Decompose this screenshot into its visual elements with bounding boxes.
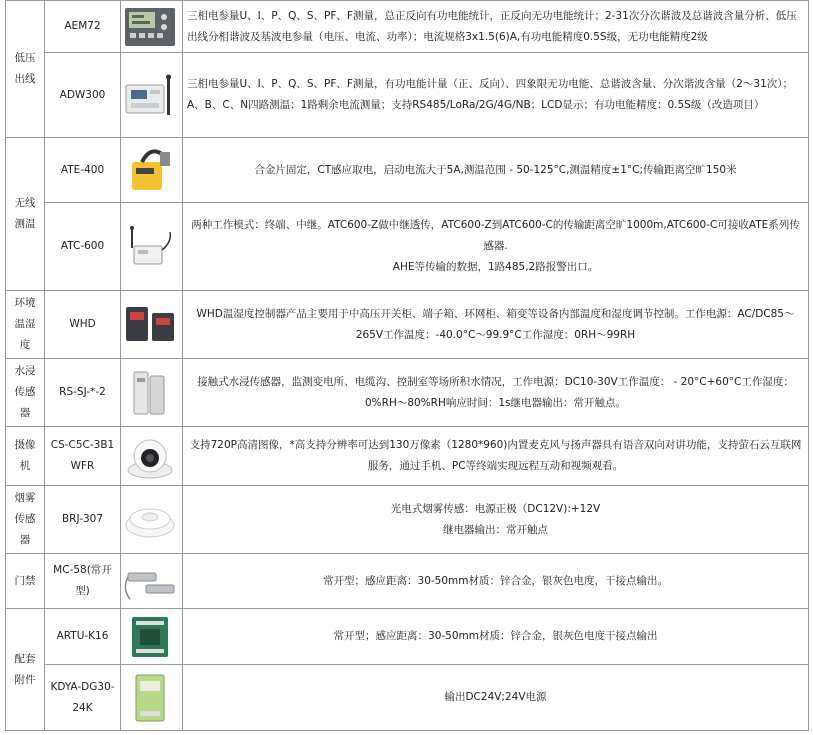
io-module-image — [121, 609, 183, 665]
description-cell: 接触式水浸传感器，监测变电所、电缆沟、控制室等场所积水情况，工作电源：DC10-30V工作温度： - 20°C+60°C工作湿度：0%RH～80%RH响应时间：1s继电器输出：常开触点。 — [183, 359, 809, 427]
category-cell: 配套附件 — [6, 609, 45, 731]
model-cell: RS-SJ-*-2 — [45, 359, 121, 427]
wireless-meter-image — [121, 53, 183, 138]
description-cell — [183, 203, 809, 291]
description-cell: 三相电参量U、I、P、Q、S、PF、F测量，总正反向有功电能统计，正反向无功电能统计；2-31次分次谐波及总谐波含量分析、低压出线分相谐波及基波电参量（电压、电流、功率）；电流规格3x1.5(6)A,有功电能精度0.5S级，无功电能精度2级 — [183, 1, 809, 53]
model-cell: BRJ-307 — [45, 486, 121, 554]
power-meter-image — [121, 1, 183, 53]
model-cell: ATE-400 — [45, 138, 121, 203]
description-cell: 常开型；感应距离：30-50mm材质：锌合金，银灰色电度干接点输出 — [183, 609, 809, 665]
model-cell: WHD — [45, 291, 121, 359]
product-spec-table — [5, 0, 809, 731]
category-cell: 环境温湿度 — [6, 291, 45, 359]
table-row — [6, 486, 809, 554]
description-cell: 支持720P高清图像，*高支持分辨率可达到130万像素（1280*960)内置麦克风与扬声器具有语音双向对讲功能，支持萤石云互联网服务，通过手机、PC等终端实现远程互动和视频观看。 — [183, 427, 809, 486]
description-line: 光电式烟雾传感：电源正极（DC12V):+12V — [390, 502, 601, 515]
description-cell: 三相电参量U、I、P、Q、S、PF、F测量，有功电能计量（正、反向）、四象限无功电能、总谐波含量、分次谐波含量（2～31次）；A、B、C、N四路测温；1路剩余电流测量；支持RS485/LoRa/2G/4G/NB；LCD显示；有功电能精度：0.5S级（改造项目） — [183, 53, 809, 138]
description-cell: 合金片固定，CT感应取电，启动电流大于5A,测温范围 - 50-125°C,测温精度±1°C;传输距离空旷150米 — [183, 138, 809, 203]
smoke-detector-image — [121, 486, 183, 554]
category-cell: 烟雾传感器 — [6, 486, 45, 554]
temp-sensor-image — [121, 138, 183, 203]
table-row — [6, 427, 809, 486]
description-cell: WHD温湿度控制器产品主要用于中高压开关柜、端子箱、环网柜、箱变等设备内部温度和湿度调节控制。工作电源：AC/DC85～265V工作温度：-40.0°C～99.9°C工作湿度：0RH～99RH — [183, 291, 809, 359]
description-line: 继电器输出：常开触点 — [443, 523, 548, 536]
table-row — [6, 203, 809, 291]
door-contact-image — [121, 554, 183, 609]
model-cell: MC-58(常开型) — [45, 554, 121, 609]
table-row — [6, 138, 809, 203]
table-row — [6, 291, 809, 359]
category-cell: 无线测温 — [6, 138, 45, 291]
model-cell: ARTU-K16 — [45, 609, 121, 665]
table-row — [6, 53, 809, 138]
model-cell: KDYA-DG30-24K — [45, 665, 121, 731]
table-row — [6, 554, 809, 609]
water-sensor-image — [121, 359, 183, 427]
category-cell: 摄像机 — [6, 427, 45, 486]
model-cell: ADW300 — [45, 53, 121, 138]
category-cell: 水浸传感器 — [6, 359, 45, 427]
table-row — [6, 665, 809, 731]
table-row — [6, 609, 809, 665]
description-cell: 常开型；感应距离：30-50mm材质：锌合金，银灰色电度，干接点输出。 — [183, 554, 809, 609]
receiver-image — [121, 203, 183, 291]
category-cell: 低压出线 — [6, 1, 45, 138]
description-line: AHE等传输的数据，1路485,2路报警出口。 — [392, 261, 599, 273]
model-cell: ATC-600 — [45, 203, 121, 291]
description-line: 两种工作模式：终端、中继。ATC600-Z做中继透传，ATC600-Z到ATC600-C的传输距离空旷1000m,ATC600-C可接收ATE系列传感器. — [191, 219, 800, 252]
model-cell: CS-C5C-3B1WFR — [45, 427, 121, 486]
description-cell: 输出DC24V;24V电源 — [183, 665, 809, 731]
humidity-controller-image — [121, 291, 183, 359]
table-row — [6, 1, 809, 53]
description-cell — [183, 486, 809, 554]
model-cell: AEM72 — [45, 1, 121, 53]
camera-image — [121, 427, 183, 486]
category-cell: 门禁 — [6, 554, 45, 609]
power-supply-image — [121, 665, 183, 731]
table-row — [6, 359, 809, 427]
